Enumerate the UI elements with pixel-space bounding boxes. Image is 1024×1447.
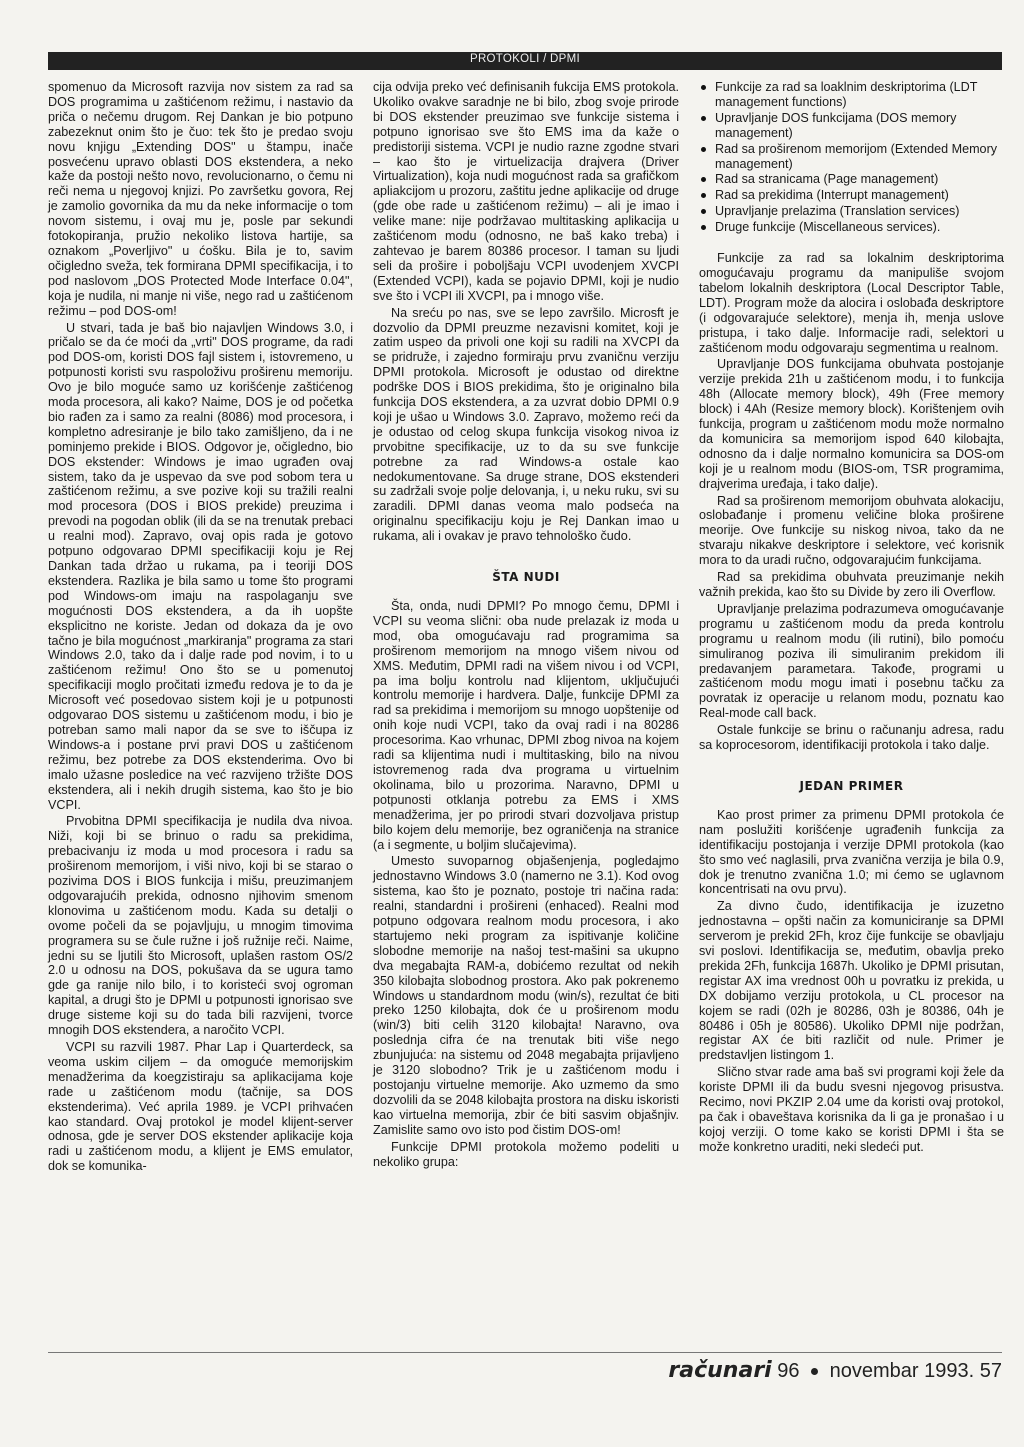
issue-number: 96: [777, 1360, 800, 1382]
paragraph: cija odvija preko već definisanih fukcija EMS protokola. Ukoliko ovakve saradnje ne bi bilo, zbog svoje prirode bi DOS ekstender preuzimao sve funkcije sistema i potpuno ignorisao sve što EMS ima da kaže o predistoriji sistema. VCPI je nudio razne zgodne stvari – kao što je virtuelizacija drajvera (Driver Virtualization), koja nudi mogućnost rada sa grafičkom apliakcijom u prozoru, zaštitu jedne aplikacije od druge (gde obe rade u zaštićenom režimu) – ali je imao i velike mane: nije podržavao multitasking aplikacija u zaštićenom modu (odnosno, ne baš kako treba) i zahtevao je barem 80386 procesor. I taman su ljudi seli da proširе i poboljšaju VCPI uvodenjem XVCPI (Extended VCPI), kada se pojavio DPMI, koji je nudio sve što i VCPI ili XVCPI, pa i mnogo više.: [373, 80, 679, 303]
list-item: Druge funkcije (Miscellaneous services).: [699, 220, 1004, 235]
column-1: [48, 80, 353, 1176]
list-item: Funkcije za rad sa loaklnim deskriptorima (LDT management functions): [699, 80, 1004, 110]
column-3: [699, 80, 1004, 1157]
paragraph: Kao prost primer za primenu DPMI protokola će nam poslužiti korišćenje ugrađenih funkcija za identifikaciju postojanja i verzije DPMI protokola (kao što smo već naglasili, prva zvanična verzija je bila 0.9, dok je trenutno zvanična 1.0; mi ćemo se uglavnom koncentrisati na ovu prvu).: [699, 807, 1004, 897]
list-item: Rad sa stranicama (Page management): [699, 172, 1004, 187]
magazine-name: računari: [668, 1358, 772, 1383]
paragraph: Funkcije DPMI protokola možemo podeliti u nekoliko grupa:: [373, 1139, 679, 1169]
paragraph: Umesto suvoparnog objašenjenja, pogledajmo jednostavno Windows 3.0 (namerno ne 3.1). Kod ovog sistema, kao što je poznato, postoje tri načina rada: realni, standardni i prošireni (enhaced). Realni mod potpuno odgovara realnom modu procesora, i ako startujemo neki program za ispitivanje količine slobodne memorije na našoj test-mašini sa ukupno dva megabajta RAM-a, dobićemo rezultat od nekih 350 kilobajta slobodnog prostora. Ako pak pokrenemo Windows u standardnom modu (win/s), rezultat će biti preko 1250 kilobajta, dok će u proširenom modu (win/3) biti celih 3120 kilobajta! Naravno, ova poslednja cifra će na trenutak biti više nego zbunjujuća: na sistemu od 2048 megabajta prijavljeno je 3120 slobodno? Trik je u zaštićenom modu i postojanju virtuelne memorije. Ako uzmemo da smo dozvolili da se 2048 kilobajta prostora na disku iskoristi kao virtuelna memorija, zbir će biti sasvim objašnjiv. Zamislite samo ovo isto pod čistim DOS-om!: [373, 854, 679, 1137]
issue-date: novembar 1993.: [829, 1360, 975, 1382]
paragraph: Rad sa prekidima obuhvata preuzimanje nekih važnih prekida, kao što su Divide by zero ili Overflow.: [699, 570, 1004, 599]
paragraph: Rad sa proširenom memorijom obuhvata alokaciju, oslobađanje i promenu veličine bloka proširene meorije. Ove funkcije su niskog nivoa, tako da ne stvaraju nikakve deskriptore i selektore, već korisnik mora to da uradi ručno, odgovarajućim funkcijama.: [699, 493, 1004, 568]
section-heading: JEDAN PRIMER: [799, 778, 904, 793]
bullet-dot: [811, 1368, 818, 1375]
paragraph: VCPI su razvili 1987. Phar Lap i Quarterdeck, sa veoma uskim ciljem – da omoguće memorijskim menadžerima da koegzistiraju sa aplikacijama koje rade u zaštićenom modu (tačnije, sa DOS ekstenderima). Već aprila 1989. je VCPI prihvaćen kao standard. Ovaj protokol je model klijent-server odnosa, gde je server DOS ekstender aplikacije koja radi u zaštićenom modu, a klijent je EMS emulator, dok se komunika-: [48, 1040, 353, 1174]
column-2: [373, 80, 679, 1171]
paragraph: Ostale funkcije se brinu o računanju adresa, radu sa koprocesorom, identifikaciji protokola i tako dalje.: [699, 723, 1004, 753]
paragraph: Za divno čudo, identifikacija je izuzetno jednostavna – opšti način za komuniciranje sa DPMI serverom je prekid 2Fh, kroz čije funkcije se obavljaju svi poslovi. Identifikacija se, međutim, obavlja preko prekida 2Fh, funkcija 1687h. Ukoliko je DPMI prisutan, registar AX ima vrednost 00h u povratku iz prekida, u DX dobijamo verziju protokola, u CL procesor na kojem se radi (02h je 80286, 03h je 80386, 04h je 80486 i 05h je 80586). Ukoliko DPMI nije podržan, registar AX će biti različit od nule. Primer je predstavljen listingom 1.: [699, 899, 1004, 1063]
list-item: Rad sa proširenom memorijom (Extended Memory management): [699, 142, 1004, 172]
paragraph: Funkcije za rad sa lokalnim deskriptorima omogućavaju programu da manipuliše svojom tabelom lokalnih deskriptora (Local Descriptor Table, LDT). Program može da alocira i oslobađa deskriptore (i odgovarajuće selektore), menja ih, menja uslove pristupa, i tako dalje. Informacije radi, selektori u zaštićenom modu odgovaraju segmentima u realnom.: [699, 251, 1004, 355]
paragraph: Upravljanje prelazima podrazumeva omogućavanje programu u zaštićenom modu da preda kontrolu programu u realnom modu (ili rutini), bilo pomoću simuliranog poziva ili simuliranim prekidom ili predavanjem parametara. Takođe, programi u zaštićenom modu mogu imati i posebnu tačku za povratak iz operacije u relanom modu, poznatu kao Real-mode call back.: [699, 601, 1004, 721]
page-number: 57: [979, 1360, 1002, 1382]
paragraph: U stvari, tada je baš bio najavljen Windows 3.0, i pričalo se da će moći da „vrti" DOS programe, da radi pod DOS-om, koristi DOS fajl sistem i, istovremeno, u potpunosti koristi svu raspoloživu proširenu memoriju. Ovo je bilo moguće samo uz korišćenje zaštićenog moda procesora, ali kako? Naime, DOS je od početka bio rađen za i samo za realni (8086) mod procesora, i kompletno adresiranje je bilo tako zamišljeno, da i ne pominjemo prekide i BIOS. Odgovor je, očigledno, bio DOS ekstender: Windows je imao ugrađen ovaj sistem, tako da je uspevao da sve pod sobom tera u zaštićenom režimu, a sve pozive koji su tražili realni mod procesora (DOS i BIOS prekide) preuzima i prevodi na pogodan oblik (ili da se na trenutak prebaci u realni mod). Zapravo, ovaj opis rada je gotovo potpuno odgovarao DPMI specifikaciji koju je Rej Dankan tada držao u rukama, pa i teoriji DOS ekstendera. Razlika je bila samo u tome što programi pod Windows-om imaju na raspolaganju sve mogućnosti DOS ekstendera, a da ih uopšte eksplicitno ne koriste. Jedan od dokaza da je ovo tačno je bila mogućnost „markiranja" programa za stari Windows 2.0, tako da i dalje rade pod novim, i to u zaštićenom režimu! Ono što se u pomenutoj specifikaciji moglo pročitati između redova je to da je Microsoft već posedovao sistem koji je u potpunosti odgovarao DOS sistemu u zaštićenom modu, i bio je potreban samo mali napor da se sve to iščupa iz Windows-a i postane prvi pravi DOS u zaštićenom režimu, bez potrebe za DOS ekstenderima. Ovo bi imalo užasne posledice na već razvijeno tržište DOS ekstendera, ali i nekih drugih sistema, kao što je bio VCPI.: [48, 320, 353, 812]
paragraph: Upravljanje DOS funkcijama obuhvata postojanje verzije prekida 21h u zaštićenom modu, i to funkcija 48h (Allocate memory block), 49h (Free memory block) i 4Ah (Resize memory block). Korištenjem ovih funkcija, program u zaštićenom modu može normalno da komunicira sa memorijom ispod 640 kilobajta, odnosno da i dalje normalno komunicira sa DOS-om koji je u realnom modu (BIOS-om, TSR programima, drajverima uređaja, i tako dalje).: [699, 357, 1004, 491]
paragraph: Na sreću po nas, sve se lepo završilo. Microsft je dozvolio da DPMI preuzme nezavisni komitet, koji je zatim uspeo da privoli one koji su radili na XVCPI da se pridruže, i zajedno formiraju prvu zvaničnu verziju DPMI protokola. Microsoft je odustao od direktne podrške DOS i BIOS prekidima, što je originalno bila funkcija DOS ekstendera, a za uzvrat dobio DPMI 0.9 koji je ušao u Windows 3.0. Zapravo, možemo reći da je odustao od celog skupa funkcija visokog nivoa iz prvobitne specifikacije, uz to da su sve funkcije potrebne za rad Windows-a ostale kao nedokumentovane. Sa druge strane, DOS ekstenderi su zadržali svoje polje delovanja, i, u neku ruku, svi su zaradili. DPMI danas veoma malo podseća na originalnu specifikaciju koju je Rej Dankan imao u rukama, ali i ovakav je pravo tehnološko čudo.: [373, 305, 679, 544]
paragraph: Slično stvar rade ama baš svi programi koji žele da koriste DPMI ili da budu svesni njegovog prisustva. Recimo, novi PKZIP 2.04 ume da koristi ovaj protokol, pa čak i obaveštava korisnika da li ga je pronašao i u kojoj verziji. O tome kako se koristi DPMI i šta se može konkretno uraditi, neki sledeći put.: [699, 1065, 1004, 1154]
paragraph: Šta, onda, nudi DPMI? Po mnogo čemu, DPMI i VCPI su veoma slični: oba nude prelazak iz moda u mod, oba omogućavaju rad programima sa proširenom memorijom na mnogo višem nivou od XMS. Međutim, DPMI radi na višem nivou i od VCPI, pa ima bolju kontrolu nad klijentom, uključujući kontrolu memorije i hardvera. Dalje, funkcije DPMI za rad sa prekidima i memorijom su mnogo uopštenije od onih koje nudi VCPI, tako da ovaj radi i na 80286 procesorima. Kao vrhunac, DPMI zbog nivoa na kojem radi sa klijentima nudi i multitasking, bilo na nivou istovremenog rada dva programa u virtuelnim okolinama, bilo u prozorima. Naravno, DPMI u potpunosti otklanja potrebu za EMS i XMS menadžerima, jer po prirodi stvari dozvoljava pristup bilo kojem delu memorije, bez ograničenja na stranice (a i segmente, u boljim slučajevima).: [373, 599, 679, 852]
paragraph: spomenuo da Microsoft razvija nov sistem za rad sa DOS programima u zaštićenom režimu, i nastavio da priča o nečemu drugom. Rej Dankan je bio potpuno zabezeknut onim što je čuo: tek što je predao svoju novu knjigu „Extending DOS" u štampu, inače posvećenu upravo oblasti DOS ekstendera, a neko kaže da postoji nešto novo, revolucionarno, o čemu ni reči nema u njegovoj knjizi. Po završetku govora, Rej je zamolio govornika da mu da neke informacije o tom novom sistemu, i ovaj mu je, posle par sekundi fotokopiranja, pružio nekoliko listova hartije, sa oznakom „Poverljivo" u ćošku. Bila je to, savim očigledno sveža, tek formirana DPMI specifikacija, i to pod naslovom „DOS Protected Mode Interface 0.04", koja je nudila, ni manje ni više, nego rad u zaštićenom režimu – pod DOS-om!: [48, 80, 353, 318]
bullet-list: [699, 80, 1004, 235]
section-heading: ŠTA NUDI: [492, 570, 560, 585]
footer: [668, 1358, 1002, 1383]
list-item: Upravljanje DOS funkcijama (DOS memory management): [699, 111, 1004, 141]
list-item: Rad sa prekidima (Interrupt management): [699, 188, 1004, 203]
header-bar: [48, 52, 1002, 70]
paragraph: Prvobitna DPMI specifikacija je nudila dva nivoa. Niži, koji bi se brinuo o radu sa prekidima, prebacivanju iz moda u mod procesora i radu sa proširenom memorijom, i viši nivo, koji bi se starao o pozivima DOS i BIOS funkcija i mišu, preuzimanjem odgovarajućih prekida, odnosno njihovim smenom klonovima u zaštićenom modu. Kada su detalji o ovome počeli da se pojavljuju, u mnogim timovima programera su se čule ružne i još ružnije reči. Naime, jedni su se ljutili što Microsoft, uplašen rastom OS/2 2.0 u odnosu na DOS, pokušava da se ugura tamo gde ga ranije nilo bilo, i to koristeći svoj ogroman kapital, a drugi što je DPMI u potpunosti ignorisao sve druge sisteme koji su do tada bili razvijeni, tvorce mnogih DOS ekstendera, a naročito VCPI.: [48, 814, 353, 1038]
footer-rule: [48, 1352, 1002, 1353]
list-item: Upravljanje prelazima (Translation services): [699, 204, 1004, 219]
header-title: PROTOKOLI / DPMI: [469, 53, 581, 65]
